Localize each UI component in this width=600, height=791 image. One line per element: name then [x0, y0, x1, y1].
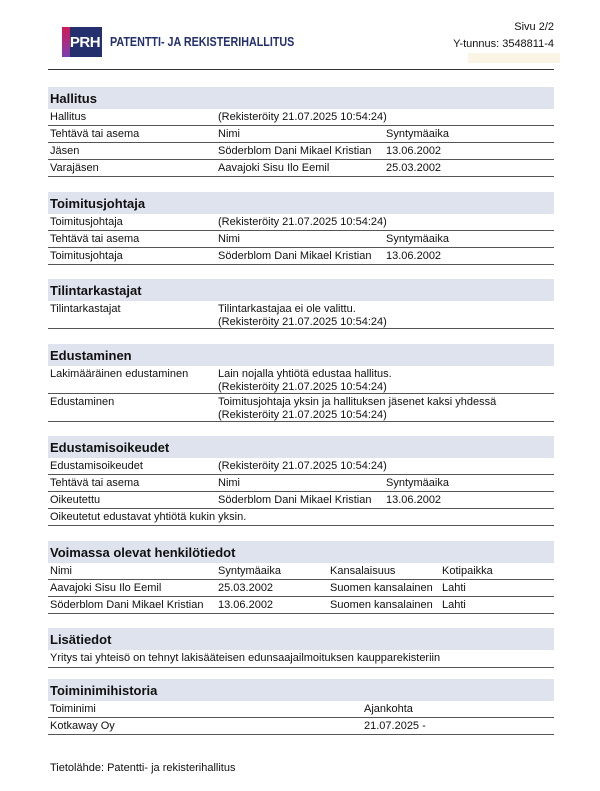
table-header-row [48, 701, 554, 718]
cell: Jäsen [50, 145, 80, 157]
table-header-row [48, 475, 554, 492]
cell: Suomen kansalainen [330, 582, 433, 594]
cell: (Rekisteröity 21.07.2025 10:54:24) [218, 111, 387, 123]
column-header: Nimi [218, 128, 240, 140]
section-title: Toimitusjohtaja [48, 192, 554, 214]
cell: Tilintarkastajat [50, 303, 121, 315]
cell: Tilintarkastajaa ei ole valittu. [218, 303, 356, 315]
table-header-row [48, 231, 554, 248]
cell: Lahti [442, 582, 466, 594]
cell: 13.06.2002 [218, 599, 274, 611]
table-row [48, 301, 554, 329]
column-header: Nimi [218, 477, 240, 489]
column-header: Syntymäaika [386, 477, 449, 489]
table-row [48, 143, 554, 160]
header-info [453, 19, 554, 53]
table-row [48, 580, 554, 597]
column-header: Ajankohta [364, 703, 413, 715]
section-title: Edustamisoikeudet [48, 436, 554, 458]
table-row [48, 718, 554, 735]
section-hallitus [48, 87, 554, 177]
column-header: Tehtävä tai asema [50, 233, 140, 245]
cell: Aavajoki Sisu Ilo Eemil [218, 162, 330, 174]
cell: Toimitusjohtaja [50, 250, 123, 262]
section-title: Voimassa olevat henkilötiedot [48, 541, 554, 563]
header-highlight [468, 53, 560, 63]
column-header: Syntymäaika [386, 128, 449, 140]
column-header: Tehtävä tai asema [50, 477, 140, 489]
business-id: Y-tunnus: 3548811-4 [453, 38, 554, 50]
cell: Toimitusjohtaja yksin ja hallituksen jäsenet kaksi yhdessä [218, 396, 497, 408]
table-row [48, 214, 554, 231]
logo-mark-text: PRH [69, 33, 101, 51]
column-header: Nimi [50, 565, 72, 577]
section-toiminimihistoria [48, 679, 554, 735]
divider [48, 69, 554, 70]
section-lisatiedot [48, 628, 554, 668]
section-title: Lisätiedot [48, 628, 554, 650]
section-toimitusjohtaja [48, 192, 554, 265]
table-row [48, 109, 554, 126]
cell: 13.06.2002 [386, 145, 442, 157]
section-title: Tilintarkastajat [48, 279, 554, 301]
cell: (Rekisteröity 21.07.2025 10:54:24) [218, 381, 387, 393]
cell: Edustamisoikeudet [50, 460, 143, 472]
cell: (Rekisteröity 21.07.2025 10:54:24) [218, 216, 387, 228]
cell: Edustaminen [50, 396, 115, 408]
cell: Toimitusjohtaja [50, 216, 123, 228]
cell: (Rekisteröity 21.07.2025 10:54:24) [218, 460, 387, 472]
page-number: Sivu 2/2 [514, 21, 554, 33]
cell: (Rekisteröity 21.07.2025 10:54:24) [218, 316, 387, 328]
table-row [48, 509, 554, 526]
section-title: Toiminimihistoria [48, 679, 554, 701]
cell: Oikeutetut edustavat yhtiötä kukin yksin. [50, 511, 247, 523]
table-row [48, 597, 554, 614]
column-header: Kotipaikka [442, 565, 493, 577]
table-row [48, 458, 554, 475]
prh-logo [62, 27, 324, 57]
table-header-row [48, 126, 554, 143]
cell: 13.06.2002 [386, 494, 442, 506]
table-row [48, 492, 554, 509]
prh-logo-mark [62, 27, 102, 57]
table-header-row [48, 563, 554, 580]
section-title: Edustaminen [48, 344, 554, 366]
cell: Söderblom Dani Mikael Kristian [218, 250, 372, 262]
column-header: Syntymäaika [386, 233, 449, 245]
cell: Söderblom Dani Mikael Kristian [50, 599, 204, 611]
column-header: Toiminimi [50, 703, 96, 715]
cell: Suomen kansalainen [330, 599, 433, 611]
column-header: Kansalaisuus [330, 565, 396, 577]
cell: Söderblom Dani Mikael Kristian [218, 494, 372, 506]
cell: Kotkaway Oy [50, 720, 115, 732]
table-row [48, 160, 554, 177]
table-row [48, 394, 554, 422]
cell: Lahti [442, 599, 466, 611]
cell: Varajäsen [50, 162, 99, 174]
cell: Aavajoki Sisu Ilo Eemil [50, 582, 162, 594]
cell: Hallitus [50, 111, 87, 123]
cell: Oikeutettu [50, 494, 101, 506]
section-tilintarkastajat [48, 279, 554, 329]
cell: Yritys tai yhteisö on tehnyt lakisääteisen edunsaajailmoituksen kaupparekisteriin [50, 652, 441, 664]
section-title: Hallitus [48, 87, 554, 109]
table-row [48, 650, 554, 668]
cell: Lain nojalla yhtiötä edustaa hallitus. [218, 368, 392, 380]
section-edustaminen [48, 344, 554, 422]
table-row [48, 366, 554, 394]
section-henkilotiedot [48, 541, 554, 614]
column-header: Tehtävä tai asema [50, 128, 140, 140]
source-footer: Tietolähde: Patentti- ja rekisterihallitus [50, 762, 236, 774]
cell: 25.03.2002 [386, 162, 442, 174]
section-edustamisoikeudet [48, 436, 554, 526]
org-name: PATENTTI- JA REKISTERIHALLITUS [110, 35, 295, 49]
cell: 25.03.2002 [218, 582, 274, 594]
cell: 21.07.2025 - [364, 720, 426, 732]
column-header: Nimi [218, 233, 240, 245]
cell: 13.06.2002 [386, 250, 442, 262]
cell: (Rekisteröity 21.07.2025 10:54:24) [218, 409, 387, 421]
table-row [48, 248, 554, 265]
cell: Lakimääräinen edustaminen [50, 368, 189, 380]
cell: Söderblom Dani Mikael Kristian [218, 145, 372, 157]
column-header: Syntymäaika [218, 565, 281, 577]
